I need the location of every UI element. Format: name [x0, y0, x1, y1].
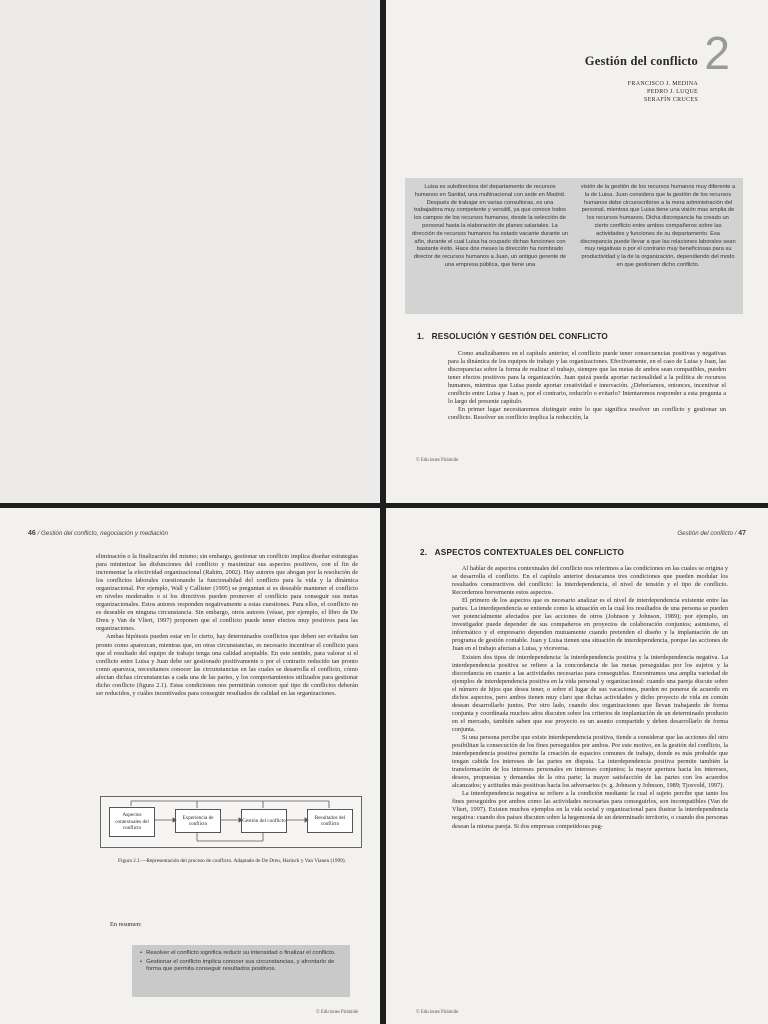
chapter-title: Gestión del conflicto [584, 54, 698, 68]
chapter-opening-page [386, 0, 768, 503]
book-page-46 [0, 508, 380, 1024]
paragraph: Al hablar de aspectos contextuales del conflicto nos referimos a las condiciones en las cuales se origina y se desarrolla el conflicto. En el capítulo anterior destacamos tres condiciones que pueden modular los resultados constructivos del conflicto: la interdependencia, el nivel de tensión y el tipo de conflicto. Recordemos brevemente estos aspectos. [452, 565, 728, 597]
case-text-column: Luisa es subdirectora del departamento de recursos humanos en Santial, una multinacional con sede en Madrid. Después de trabajar en varias consultoras, es una trabajadora muy competente y versátil, ya que conoce todos los campos de los recursos humanos, desde la selección de personal hasta la elaboración de planes salariales. La dirección de recursos humanos ha estado vacante durante un año, durante el cual Luisa ha ocupado dichas funciones con bastante éxito. Hace dos meses la dirección ha nombrado director de recursos humanos a Juan, un antiguo gerente de una empresa pública, que tiene una [412, 184, 568, 268]
section-body [448, 350, 726, 422]
bullet-icon: • [140, 950, 143, 956]
author-name: PEDRO J. LUQUE [646, 89, 698, 95]
case-study-box [405, 178, 743, 314]
diagram-box-results: Resultados del conflicto [307, 809, 353, 833]
figure-conflict-process [100, 796, 362, 848]
publisher-footer: © Ediciones Pirámide [316, 1010, 359, 1015]
summary-box [132, 945, 350, 997]
diagram-box-management: Gestión del conflicto [241, 809, 287, 833]
figure-caption: Figura 2.1.—Representación del proceso de conflicto. Adaptado de De Dreu, Harinck y Van Vianen (1999). [118, 858, 346, 864]
paragraph: Como analizábamos en el capítulo anterior, el conflicto puede tener consecuencias positivas y negativas para la dinámica de los equipos de trabajo y las organizaciones. Efectivamente, en el caso de Luisa y Juan, las discrepancias sobre la forma de realizar el trabajo, siempre que las metas de ambos sean compatibles, pueden tener efectos positivos para la organización. Juan quizá pueda aportar racionalidad a la política de recursos humanos, mientras que Luisa puede aportar creatividad e innovación. ¿Deberíamos, entonces, incentivar el conflicto entre Luisa y Juan o, por el contrario, reducirlo o evitarlo? Intentaremos responder a esta pregunta a lo largo del presente capítulo. [448, 350, 726, 406]
page-body [452, 565, 728, 831]
paragraph: La interdependencia negativa se refiere a la condición mediante la cual el sujeto percibe que tanto los fines perseguidos por ambos como las actividades necesarias para conseguirlos, son incompatibles (Van de Vliert, 1997). Existen muchos ejemplos en la vida social y organizacional para ilustrar la interdependencia negativa: cuando dos países discuten sobre la hegemonía de un determinado territorio, o cuando dos personas desean la misma pareja. Si dos empresas competidoras pug- [452, 790, 728, 830]
summary-item-text: Resolver el conflicto significa reducir su intensidad o finalizar el conflicto. [146, 950, 336, 956]
section-number: 1. [417, 332, 425, 341]
running-head-title: Gestión del conflicto, negociación y mediación [40, 530, 168, 537]
summary-item [140, 950, 342, 958]
diagram-box-experience: Experiencia de conflicto [175, 809, 221, 833]
author-name: SERAFÍN CRUCES [643, 97, 698, 103]
section-title: ASPECTOS CONTEXTUALES DEL CONFLICTO [434, 548, 625, 557]
case-text-column: visión de la gestión de los recursos humanos muy diferente a la de Luisa. Juan considera que la gestión de los recursos humanos debe circunscribirse a la mera administración del personal, mientras que Luisa tiene una visión mas amplia de los recursos humanos. Dicha discrepancia ha creado un cierto conflicto entre ambos compañeros sobre las actividades y funciones de su departamento. Esa discrepancia puede llevar a que las relaciones laborales sean muy negativas o por el contrario muy beneficiosas para su productividad y la de la organización, dependiendo del modo en que gestionen dicho conflicto. [580, 184, 736, 268]
running-head-title: Gestión del conflicto [677, 530, 734, 537]
chapter-number: 2 [704, 27, 730, 79]
paragraph: Existen dos tipos de interdependencia: la interdependencia positiva y la interdependencia negativa. La interdependencia positiva se refiere a la concordancia de las metas perseguidas por los sujetos y la discordancia en cuanto a las actividades necesarias para conseguirlas. Encontramos una amplia variedad de ejemplos de interdependencia positiva en la vida personal y organizacional: cuando una pareja discute sobre el número de hijos que desea tener, o sobre el lugar de sus vacaciones, pueden no ponerse de acuerdo en dichos aspectos, pero ambos tienen muy claro que dichas actividades y dicho proyecto de vida en común desean desarrollarlo juntos. Por otro lado, cuando dos organizaciones que llevan trabajando de forma conjunta y coordinada muchos años discuten sobre los criterios de implantación de un determinado producto en el mercado, también saben que ese proyecto es un asunto compartido y deben desarrollarlo de forma conjunta. [452, 653, 728, 733]
running-head: 46 / Gestión del conflicto, negociación y mediación [28, 530, 168, 537]
summary-item [140, 959, 342, 974]
section-number: 2. [420, 548, 428, 557]
running-head: Gestión del conflicto / 47 [677, 530, 746, 537]
section-title: RESOLUCIÓN Y GESTIÓN DEL CONFLICTO [431, 332, 609, 341]
summary-item-text: Gestionar el conflicto implica conocer sus circunstancias, y afrontarlo de forma que permita conseguir resultados positivos. [146, 958, 335, 973]
author-name: FRANCISCO J. MEDINA [627, 81, 698, 87]
page-number: 46 [28, 530, 36, 537]
paragraph: Si una persona percibe que existe interdependencia positiva, tiende a considerar que las acciones del otro posibilitan la consecución de los fines perseguidos por ambos. Por este motivo, en la gestión del conflicto, la interdependencia positiva permite la creación de espacios comunes de trabajo, donde es más probable que tengan cabida los intereses de las partes en disputa. La interdependencia positiva permite también la transformación de los intereses personales en intereses conjuntos; la mayor apertura hacia los intereses, deseos, propuestas y demandas de la otra parte; la mayor satisfacción de las partes con los acuerdos alcanzados; y actitudes más positivas hacia los adversarios (v. g. Johnson y Johnson, 1989; Tjosvold, 1997). [452, 733, 728, 790]
section-heading [420, 548, 624, 557]
blank-page [0, 0, 380, 503]
diagram-box-context: Aspectos contextuales del conflicto [109, 807, 155, 837]
section-heading [417, 332, 608, 341]
book-page-47 [386, 508, 768, 1024]
publisher-footer: © Ediciones Pirámide [416, 458, 459, 463]
page-number: 47 [738, 530, 746, 537]
publisher-footer: © Ediciones Pirámide [416, 1010, 459, 1015]
chapter-authors [628, 80, 698, 104]
paragraph: Ambas hipótesis pueden estar en lo cierto, hay determinados conflictos que deben ser evitados tan pronto como aparezcan, mientras que, en otras circunstancias, es necesario incentivar el conflicto para que el resultado del equipo de trabajo tenga una calidad aceptable. En este sentido, para valorar si el conflicto entre Luisa y Juan debe ser gestionado positivamente o por el contrario reducido tan pronto como aparezca, necesitamos conocer las circunstancias en las cuales se desarrolla el conflicto, cómo afectan dichas circunstancias a cada una de las partes, y los comportamientos utilizados para gestionar dicho conflicto (figura 2.1). Estas condiciones nos permitirán conocer qué tipo de conflictos deberán ser reducidos, y cuáles incentivados para conseguir resultados de calidad en las organizaciones. [96, 633, 358, 697]
summary-intro: En resumen: [110, 921, 142, 928]
paragraph: El primero de los aspectos que es necesario analizar es el nivel de interdependencia existente entre las partes. La interdependencia se entiende como la situación en la cual los resultados de una persona se pueden ver potencialmente afectados por las acciones de otros (Johnson y Johnson, 1989); por ejemplo, un investigador puede depender de sus compañeros en proyectos de colaboración conjuntos; asimismo, el informático y el empresario dependen mutuamente cuando pretenden el diseño y la implantación de un programa de gestión contable. Juan y Luisa tienen una situación de interdependencia, porque las acciones de Juan en el trabajo afectan a Luisa, y viceversa. [452, 597, 728, 653]
paragraph: eliminación o la finalización del mismo; sin embargo, gestionar un conflicto implica diseñar estrategias para minimizar las disfunciones del conflicto y maximizar sus aspectos positivos, con el fin de incrementar la efectividad organizacional (Rahim, 2002). Hay autores que abogan por la resolución de los conflictos laborales cuestionando la funcionalidad del conflicto para la vida y la dinámica organizacional. Por ejemplo, Wall y Callister (1995) se preguntan si es deseable mantener el conflicto en niveles moderados o si los directivos pueden promover el conflicto para conseguir sus metas organizacionales. Estos autores responden negativamente a estas cuestiones. Para ellos, el conflicto no es deseable en ninguna circunstancia. Sin embargo, otros autores (véase, por ejemplo, el libro de De Dreu y Van de Vliert, 1997) proponen que el conflicto puede tener efectos muy positivos para las organizaciones. [96, 553, 358, 633]
bullet-icon: • [140, 958, 143, 965]
diagram-arrows [101, 797, 361, 847]
page-body [96, 553, 358, 698]
paragraph: En primer lugar necesitaremos distinguir entre lo que significa resolver un conflicto y gestionar un conflicto. Resolver un conflicto implica la reducción, la [448, 406, 726, 422]
